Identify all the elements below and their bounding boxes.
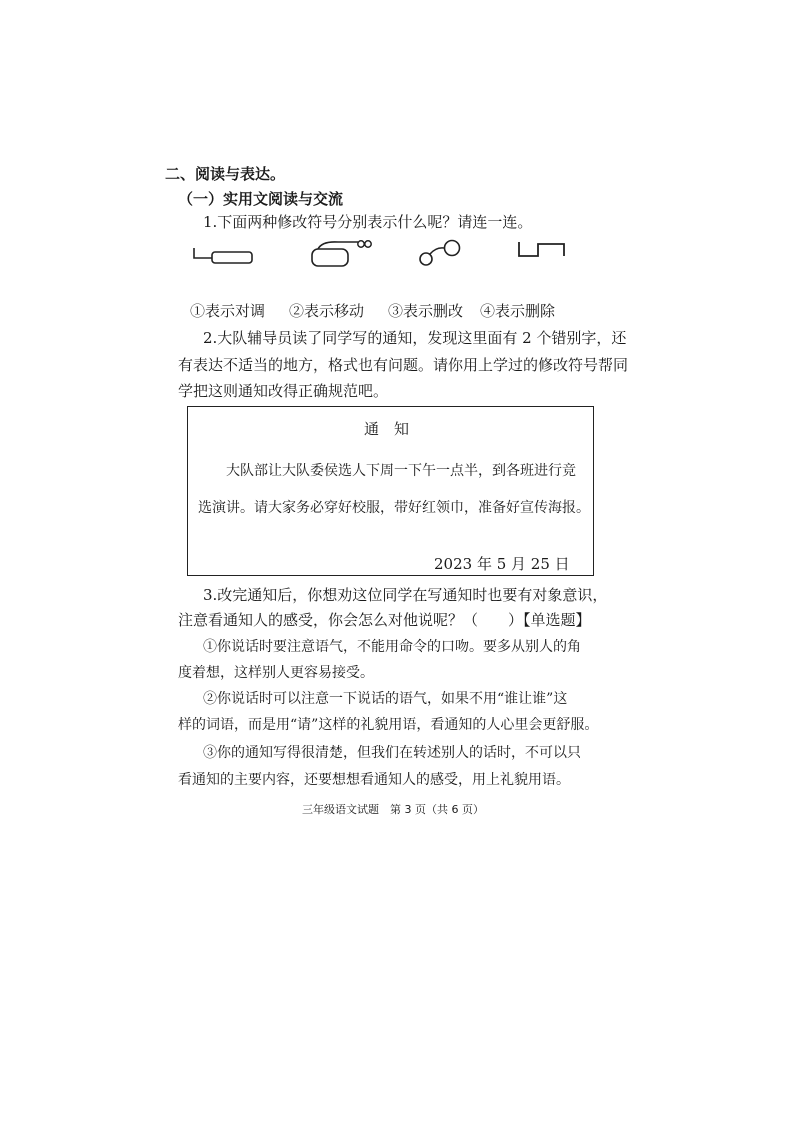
section-subtitle: （一）实用文阅读与交流 [178, 190, 344, 208]
notice-body-line-2: 选演讲。请大家务必穿好校服，带好红领巾，准备好宣传海报。 [198, 500, 590, 516]
page-footer: 三年级语文试题 第 3 页（共 6 页） [302, 803, 484, 816]
q2-line-2: 有表达不适当的地方，格式也有问题。请你用上学过的修改符号帮同 [178, 356, 629, 374]
q1-prompt: 1.下面两种修改符号分别表示什么呢？请连一连。 [203, 213, 533, 231]
q3-option-3-line-1: ③你的通知写得很清楚，但我们在转述别人的话时，不可以只 [203, 745, 581, 761]
notice-body-line-1: 大队部让大队委侯选人下周一下午一点半，到各班进行竞 [226, 463, 576, 479]
q3-option-1-line-1: ①你说话时要注意语气，不能用命令的口吻。要多从别人的角 [203, 639, 581, 655]
q3-line-1: 3.改完通知后，你想劝这位同学在写通知时也要有对象意识， [203, 586, 608, 604]
q3-line-2: 注意看通知人的感受，你会怎么对他说呢？（ ）【单选题】 [178, 611, 591, 629]
q3-option-1-line-2: 度着想，这样别人更容易接受。 [178, 665, 374, 681]
delete-mark-icon [192, 244, 256, 266]
option-4: ④表示删除 [480, 302, 556, 320]
insert-mark-icon [416, 238, 466, 268]
section-title: 二、阅读与表达。 [165, 165, 286, 183]
option-1: ①表示对调 [190, 302, 266, 320]
move-mark-icon [308, 238, 380, 268]
notice-title: 通 知 [364, 420, 410, 438]
q2-line-1: 2.大队辅导员读了同学写的通知，发现这里面有 2 个错别字，还 [203, 329, 627, 347]
option-2: ②表示移动 [289, 302, 365, 320]
option-3: ③表示删改 [388, 302, 464, 320]
q3-option-3-line-2: 看通知的主要内容，还要想想看通知人的感受，用上礼貌用语。 [178, 772, 570, 788]
swap-mark-icon [516, 240, 568, 262]
notice-date: 2023 年 5 月 25 日 [434, 555, 570, 573]
q3-option-2-line-2: 样的词语，而是用“请”这样的礼貌用语，看通知的人心里会更舒服。 [178, 717, 599, 733]
q3-option-2-line-1: ②你说话时可以注意一下说话的语气，如果不用“谁让谁”这 [203, 691, 568, 707]
q2-line-3: 学把这则通知改得正确规范吧。 [178, 382, 389, 400]
